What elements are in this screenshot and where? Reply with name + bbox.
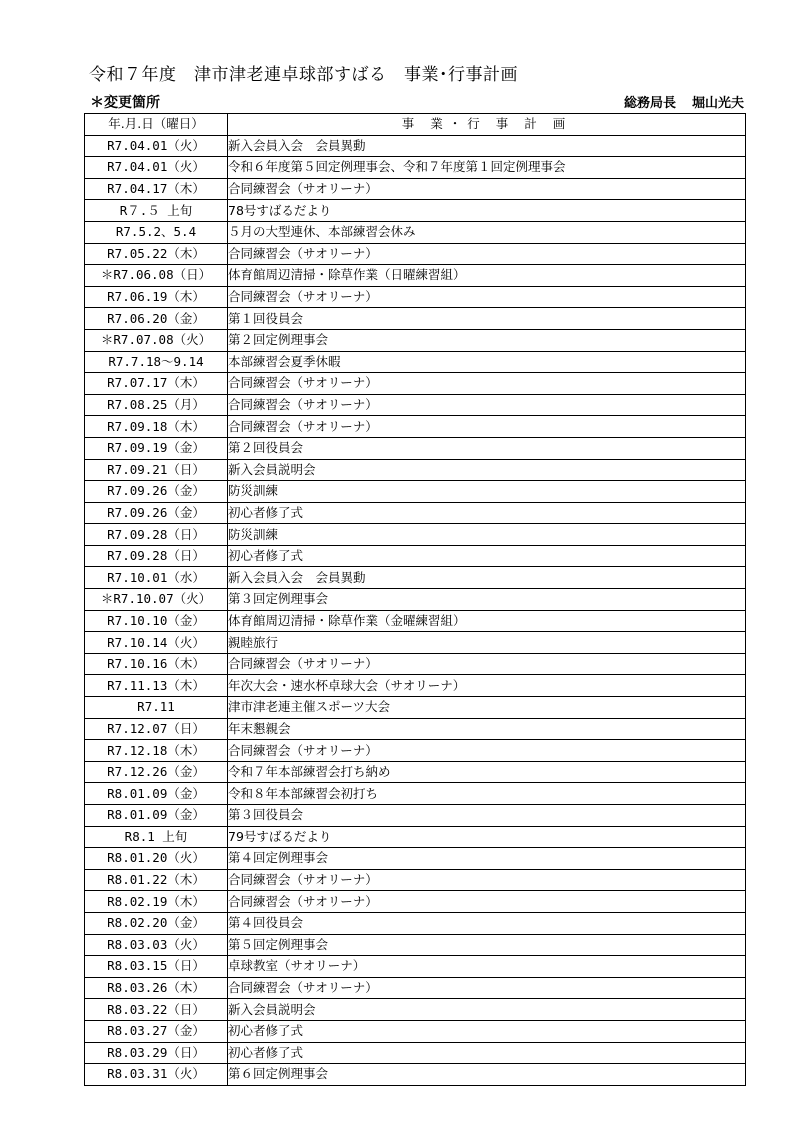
table-row (85, 848, 746, 870)
row-date: R8.01.09（金） (85, 783, 228, 805)
table-row (85, 481, 746, 503)
row-date: R7.09.19（金） (85, 437, 228, 459)
row-event: 合同練習会（サオリーナ） (228, 243, 746, 265)
row-date: R7.7.18～9.14 (85, 351, 228, 373)
row-date: R7.11 (85, 697, 228, 719)
row-date: R7.06.20（金） (85, 308, 228, 330)
row-date: ＊R7.10.07（火） (85, 589, 228, 611)
row-event: 第４回定例理事会 (228, 848, 746, 870)
row-event: 第１回役員会 (228, 308, 746, 330)
document-title: 令和７年度 津市津老連卓球部すばる 事業･行事計画 (89, 65, 518, 85)
row-date: R7.06.19（木） (85, 286, 228, 308)
row-date: ＊R7.07.08（火） (85, 329, 228, 351)
row-event: 合同練習会（サオリーナ） (228, 286, 746, 308)
row-event: 防災訓練 (228, 524, 746, 546)
table-row (85, 351, 746, 373)
row-date: R7.10.14（火） (85, 632, 228, 654)
table-row (85, 675, 746, 697)
table-row (85, 286, 746, 308)
row-event: 79号すばるだより (228, 826, 746, 848)
schedule-body (85, 135, 746, 1085)
row-event: 合同練習会（サオリーナ） (228, 891, 746, 913)
table-row (85, 891, 746, 913)
row-event: 合同練習会（サオリーナ） (228, 869, 746, 891)
row-event: 78号すばるだより (228, 200, 746, 222)
row-event: 合同練習会（サオリーナ） (228, 740, 746, 762)
table-row (85, 740, 746, 762)
author-name: 堀山光夫 (691, 96, 744, 111)
table-header-row (85, 114, 746, 136)
row-event: 合同練習会（サオリーナ） (228, 977, 746, 999)
table-row (85, 589, 746, 611)
row-event: 令和７年本部練習会打ち納め (228, 761, 746, 783)
table-row (85, 567, 746, 589)
table-row (85, 459, 746, 481)
row-event: 令和８年本部練習会初打ち (228, 783, 746, 805)
row-event: 親睦旅行 (228, 632, 746, 654)
table-row (85, 977, 746, 999)
row-event: 合同練習会（サオリーナ） (228, 178, 746, 200)
row-date: R8.1 上旬 (85, 826, 228, 848)
table-row (85, 373, 746, 395)
row-date: R7.09.26（金） (85, 502, 228, 524)
row-date: R8.03.22（日） (85, 999, 228, 1021)
table-row (85, 934, 746, 956)
row-event: 新入会員説明会 (228, 999, 746, 1021)
row-date: R7.09.28（日） (85, 545, 228, 567)
table-row (85, 135, 746, 157)
row-event: 防災訓練 (228, 481, 746, 503)
row-event: 年次大会・速水杯卓球大会（サオリーナ） (228, 675, 746, 697)
author-role: 総務局長 (623, 96, 676, 111)
table-row (85, 826, 746, 848)
row-event: 新入会員入会 会員異動 (228, 567, 746, 589)
table-row (85, 718, 746, 740)
row-event: 年末懇親会 (228, 718, 746, 740)
table-row (85, 1020, 746, 1042)
row-date: R7.04.01（火） (85, 157, 228, 179)
row-date: R8.01.20（火） (85, 848, 228, 870)
row-date: R7.5.2、5.4 (85, 221, 228, 243)
row-event: 第２回役員会 (228, 437, 746, 459)
table-row (85, 243, 746, 265)
row-event: 第２回定例理事会 (228, 329, 746, 351)
row-date: R7.10.01（水） (85, 567, 228, 589)
row-date: R7.08.25（月） (85, 394, 228, 416)
table-row (85, 697, 746, 719)
author-line (624, 92, 744, 111)
date-column-header: 年.月.日（曜日） (85, 114, 228, 136)
row-date: R8.03.03（火） (85, 934, 228, 956)
row-date: R7.07.17（木） (85, 373, 228, 395)
row-date: R7.12.07（日） (85, 718, 228, 740)
row-event: 第３回役員会 (228, 805, 746, 827)
row-date: R8.03.27（金） (85, 1020, 228, 1042)
table-row (85, 653, 746, 675)
row-date: ＊R7.06.08（日） (85, 265, 228, 287)
row-event: ５月の大型連休、本部練習会休み (228, 221, 746, 243)
table-row (85, 157, 746, 179)
table-row (85, 524, 746, 546)
row-event: 卓球教室（サオリーナ） (228, 956, 746, 978)
row-date: R8.02.19（木） (85, 891, 228, 913)
table-row (85, 329, 746, 351)
row-event: 津市津老連主催スポーツ大会 (228, 697, 746, 719)
row-event: 合同練習会（サオリーナ） (228, 653, 746, 675)
table-row (85, 999, 746, 1021)
row-date: R7.11.13（木） (85, 675, 228, 697)
row-event: 新入会員説明会 (228, 459, 746, 481)
table-row (85, 783, 746, 805)
row-date: R7.10.16（木） (85, 653, 228, 675)
row-event: 合同練習会（サオリーナ） (228, 394, 746, 416)
row-date: R8.03.29（日） (85, 1042, 228, 1064)
row-event: 体育館周辺清掃・除草作業（日曜練習組） (228, 265, 746, 287)
table-row (85, 178, 746, 200)
row-event: 初心者修了式 (228, 545, 746, 567)
table-row (85, 394, 746, 416)
row-date: R7.05.22（木） (85, 243, 228, 265)
table-row (85, 437, 746, 459)
row-event: 第５回定例理事会 (228, 934, 746, 956)
row-date: R７.５ 上旬 (85, 200, 228, 222)
row-date: R7.04.01（火） (85, 135, 228, 157)
table-row (85, 545, 746, 567)
table-row (85, 221, 746, 243)
table-row (85, 1064, 746, 1086)
row-event: 本部練習会夏季休暇 (228, 351, 746, 373)
table-row (85, 265, 746, 287)
row-event: 第３回定例理事会 (228, 589, 746, 611)
row-date: R8.03.26（木） (85, 977, 228, 999)
row-date: R8.01.09（金） (85, 805, 228, 827)
table-row (85, 502, 746, 524)
table-row (85, 632, 746, 654)
table-row (85, 805, 746, 827)
table-row (85, 912, 746, 934)
table-row (85, 416, 746, 438)
row-date: R8.03.31（火） (85, 1064, 228, 1086)
row-event: 第６回定例理事会 (228, 1064, 746, 1086)
table-row (85, 200, 746, 222)
table-row (85, 1042, 746, 1064)
schedule-table (84, 113, 746, 1086)
row-date: R7.09.26（金） (85, 481, 228, 503)
row-event: 初心者修了式 (228, 1020, 746, 1042)
row-event: 合同練習会（サオリーナ） (228, 373, 746, 395)
row-date: R8.03.15（日） (85, 956, 228, 978)
row-date: R7.04.17（木） (85, 178, 228, 200)
change-marker-note: ＊変更箇所 (90, 95, 160, 111)
row-event: 令和６年度第５回定例理事会、令和７年度第１回定例理事会 (228, 157, 746, 179)
row-date: R7.12.26（金） (85, 761, 228, 783)
row-date: R7.09.18（木） (85, 416, 228, 438)
row-event: 体育館周辺清掃・除草作業（金曜練習組） (228, 610, 746, 632)
row-event: 初心者修了式 (228, 1042, 746, 1064)
row-event: 初心者修了式 (228, 502, 746, 524)
table-row (85, 761, 746, 783)
row-date: R8.02.20（金） (85, 912, 228, 934)
table-row (85, 610, 746, 632)
row-date: R7.10.10（金） (85, 610, 228, 632)
table-row (85, 869, 746, 891)
table-row (85, 956, 746, 978)
row-event: 第４回役員会 (228, 912, 746, 934)
table-row (85, 308, 746, 330)
row-event: 新入会員入会 会員異動 (228, 135, 746, 157)
row-date: R7.12.18（木） (85, 740, 228, 762)
row-date: R7.09.21（日） (85, 459, 228, 481)
row-event: 合同練習会（サオリーナ） (228, 416, 746, 438)
event-column-header: 事 業・行 事 計 画 (228, 114, 746, 136)
row-date: R8.01.22（木） (85, 869, 228, 891)
row-date: R7.09.28（日） (85, 524, 228, 546)
